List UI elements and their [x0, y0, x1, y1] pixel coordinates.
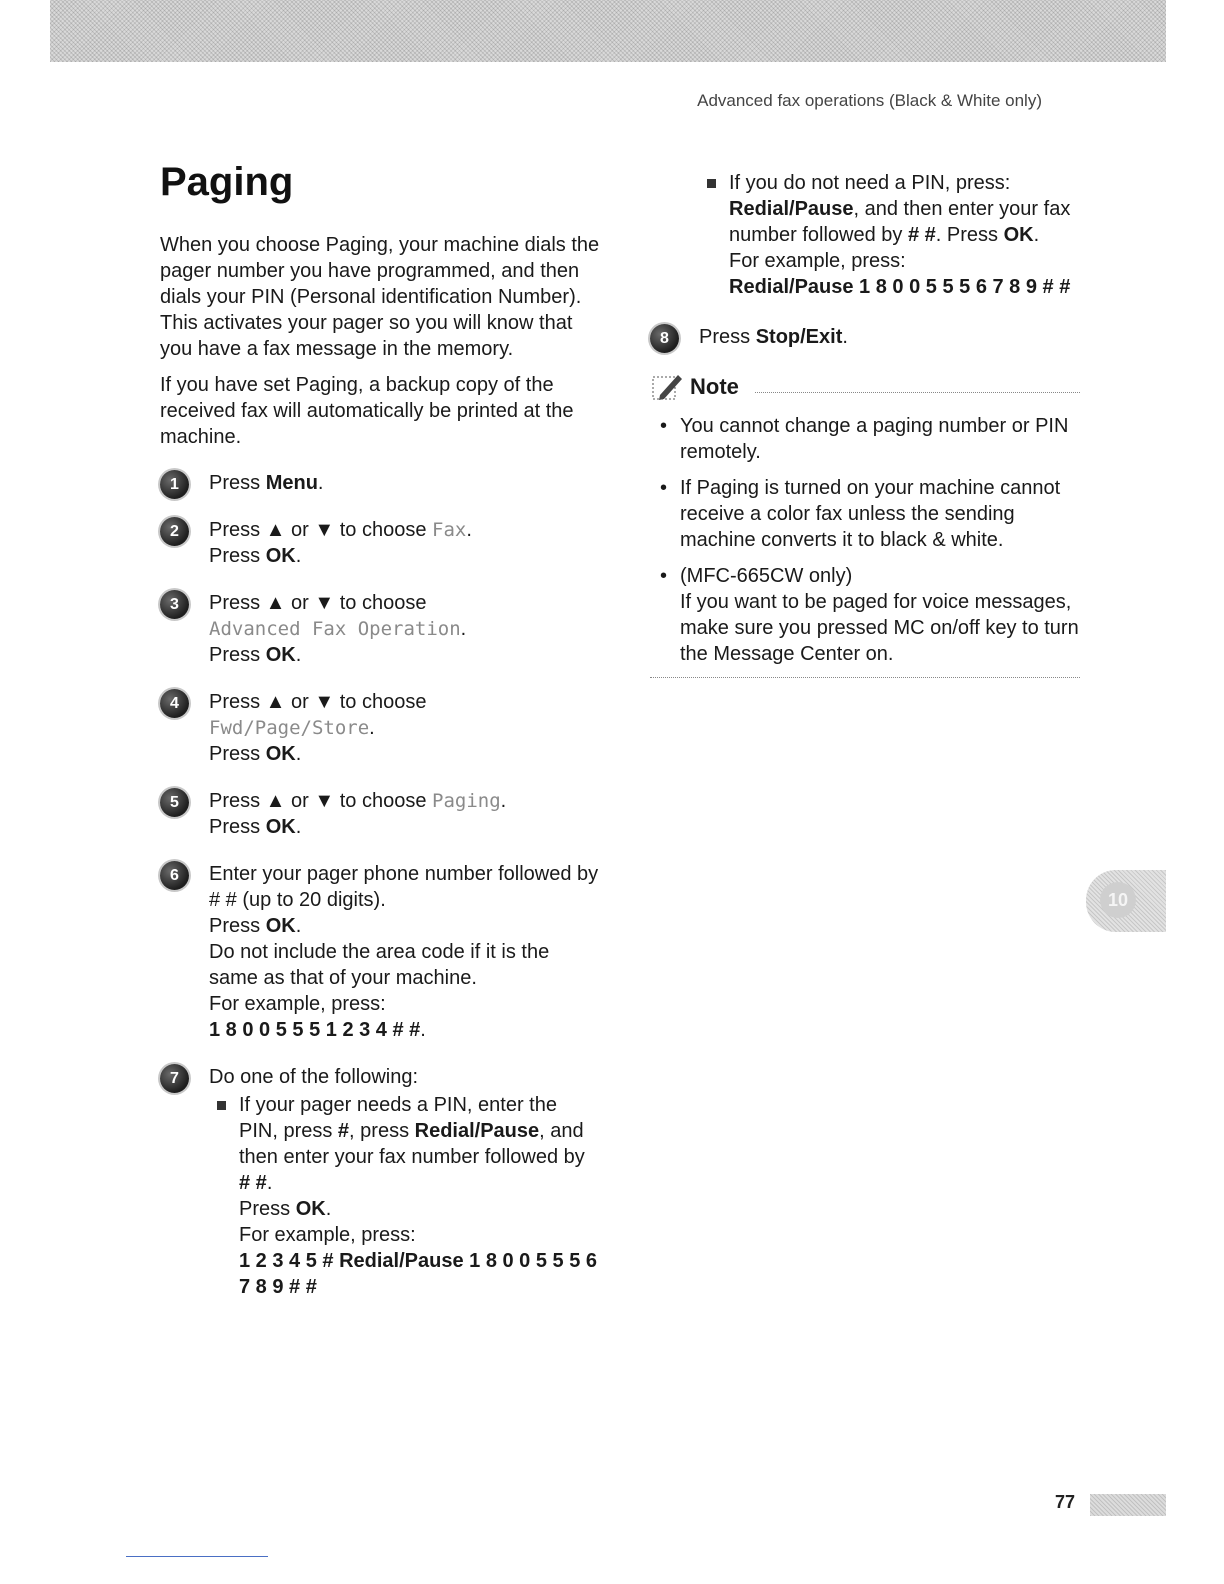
step-number-icon: 8: [650, 324, 679, 353]
note-label: Note: [690, 374, 739, 399]
step-number-icon: 4: [160, 689, 189, 718]
square-bullet-icon: [707, 179, 716, 188]
step-1: 1 Press Menu.: [160, 470, 600, 496]
option-without-pin: If you do not need a PIN, press: Redial/Pause, and then enter your fax number followed by # #. Press OK. For example, press: Redial/Pause 1 8 0 0 5 5 5 6 7 8 9 # #: [699, 170, 1080, 300]
example-keys: 1 2 3 4 5 # Redial/Pause 1 8 0 0 5 5 5 6 7 8 9 # #: [239, 1250, 598, 1298]
intro-paragraph-1: When you choose Paging, your machine dials the pager number you have programmed, and then dials your PIN (Personal identification Number). This activates your pager so you will know that you have a fax message in the memory.: [160, 234, 600, 360]
footer-rule: [126, 1556, 268, 1557]
step-number-icon: 3: [160, 590, 189, 619]
bullet-dot-icon: •: [660, 415, 668, 437]
bullet-dot-icon: •: [660, 565, 668, 587]
step-7: 7 Do one of the following: If your pager needs a PIN, enter the PIN, press #, press Redial/Pause, and then enter your fax number followed by # #. Press OK. For example, press: 1 2 3 4 5 # Redial/Pause 1 8 0 0 5 5 5 6 7 8 9 # #: [160, 1064, 600, 1300]
square-bullet-icon: [217, 1101, 226, 1110]
step-2: 2 Press ▲ or ▼ to choose Fax. Press OK.: [160, 517, 600, 569]
note-item: • If Paging is turned on your machine cannot receive a color fax unless the sending machine converts it to black & white.: [660, 477, 1061, 551]
note-item: • You cannot change a paging number or PIN remotely.: [660, 415, 1069, 463]
example-keys: Redial/Pause 1 8 0 0 5 5 5 6 7 8 9 # #: [729, 276, 1071, 298]
step-number-icon: 2: [160, 517, 189, 546]
step-number-icon: 6: [160, 861, 189, 890]
step-4: 4 Press ▲ or ▼ to choose Fwd/Page/Store. Press OK.: [160, 689, 600, 767]
lcd-option: Fax: [432, 519, 467, 541]
step-number-icon: 1: [160, 470, 189, 499]
lcd-option: Paging: [432, 790, 501, 812]
header-decorative-band: [50, 0, 1166, 62]
note-divider: [755, 392, 1080, 393]
chapter-tab: [1086, 870, 1166, 932]
lcd-option: Advanced Fax Operation: [209, 618, 461, 640]
lcd-option: Fwd/Page/Store: [209, 717, 370, 739]
step-6: 6 Enter your pager phone number followed by # # (up to 20 digits). Press OK. Do not include the area code if it is the same as that of your machine. For example, press: 1 8 0 0 5 5 5 1 2 3 4 # #.: [160, 861, 600, 1043]
step-5: 5 Press ▲ or ▼ to choose Paging. Press OK.: [160, 788, 600, 840]
bullet-dot-icon: •: [660, 477, 668, 499]
step-number-icon: 7: [160, 1064, 189, 1093]
note-header: [650, 371, 1080, 403]
page-number: 77: [1055, 1492, 1076, 1512]
step-8: 8 Press Stop/Exit.: [650, 324, 1080, 350]
option-with-pin: If your pager needs a PIN, enter the PIN, press #, press Redial/Pause, and then enter your fax number followed by # #. Press OK. For example, press: 1 2 3 4 5 # Redial/Pause 1 8 0 0 5 5 5 6 7 8 9 # #: [209, 1092, 600, 1300]
note-end-divider: [650, 677, 1080, 678]
footer-decorative-band: [1090, 1494, 1166, 1516]
running-header: Advanced fax operations (Black & White only): [697, 91, 1042, 110]
step-3: 3 Press ▲ or ▼ to choose Advanced Fax Operation. Press OK.: [160, 590, 600, 668]
chapter-number: 10: [1100, 882, 1136, 918]
note-pencil-icon: [650, 371, 686, 403]
intro-paragraph-2: If you have set Paging, a backup copy of the received fax will automatically be printed at the machine.: [160, 374, 574, 448]
page-title: Paging: [160, 160, 294, 204]
step-number-icon: 5: [160, 788, 189, 817]
right-column: [650, 168, 1080, 678]
left-column: [160, 232, 600, 1321]
example-keys: 1 8 0 0 5 5 5 1 2 3 4 # #: [209, 1019, 421, 1041]
note-item: • (MFC-665CW only) If you want to be paged for voice messages, make sure you pressed MC on/off key to turn the Message Center on.: [660, 565, 1079, 665]
